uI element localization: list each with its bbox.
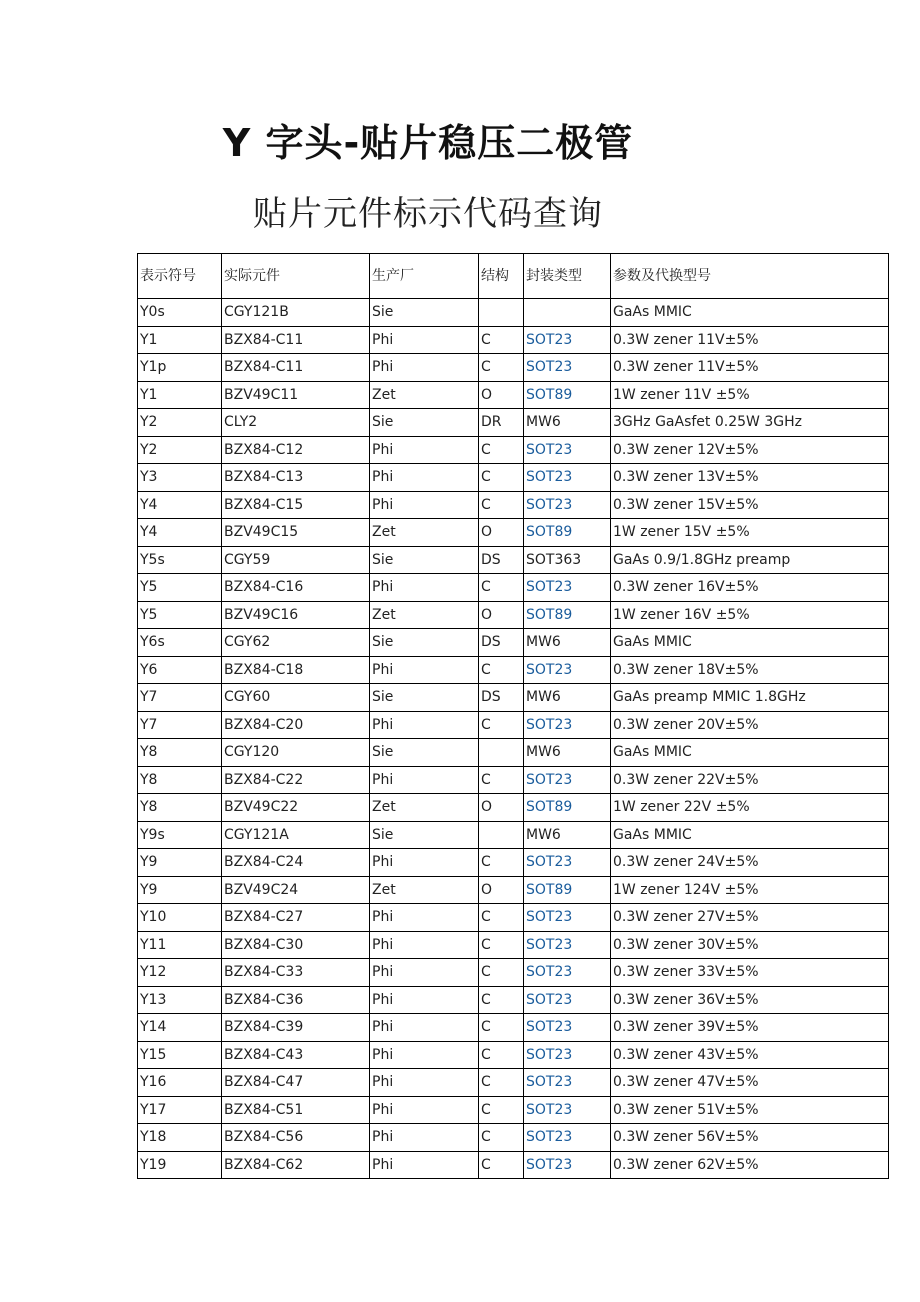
package-link[interactable]: SOT89 [526, 524, 573, 541]
cell-parameters: 3GHz GaAsfet 0.25W 3GHz [611, 409, 889, 437]
cell-structure: C [479, 1014, 524, 1042]
table-row [138, 931, 889, 959]
table-row [138, 684, 889, 712]
cell-mark: Y17 [138, 1096, 222, 1124]
table-row [138, 794, 889, 822]
cell-mark: Y9 [138, 876, 222, 904]
cell-structure [479, 299, 524, 327]
cell-parameters: 0.3W zener 39V±5% [611, 1014, 889, 1042]
cell-parameters: 0.3W zener 22V±5% [611, 766, 889, 794]
cell-structure: C [479, 1096, 524, 1124]
cell-parameters: 1W zener 11V ±5% [611, 381, 889, 409]
cell-parameters: GaAs MMIC [611, 821, 889, 849]
cell-part: BZX84-C16 [222, 574, 370, 602]
package-link[interactable]: SOT89 [526, 881, 573, 898]
cell-parameters: 0.3W zener 13V±5% [611, 464, 889, 492]
cell-package [524, 1014, 611, 1042]
cell-structure: O [479, 381, 524, 409]
cell-package [524, 464, 611, 492]
package-link[interactable]: SOT23 [526, 1156, 573, 1173]
cell-mark: Y19 [138, 1151, 222, 1179]
package-link[interactable]: SOT23 [526, 1019, 573, 1036]
header-part: 实际元件 [222, 254, 370, 299]
package-link[interactable]: SOT23 [526, 441, 573, 458]
cell-manufacturer: Phi [370, 849, 479, 877]
cell-parameters: GaAs MMIC [611, 299, 889, 327]
table-row [138, 656, 889, 684]
cell-structure: O [479, 794, 524, 822]
cell-package [524, 986, 611, 1014]
cell-mark: Y3 [138, 464, 222, 492]
package-link[interactable]: SOT23 [526, 331, 573, 348]
cell-manufacturer: Zet [370, 876, 479, 904]
cell-mark: Y6s [138, 629, 222, 657]
table-row [138, 574, 889, 602]
cell-mark: Y14 [138, 1014, 222, 1042]
cell-part: CLY2 [222, 409, 370, 437]
cell-mark: Y8 [138, 739, 222, 767]
cell-manufacturer: Sie [370, 409, 479, 437]
cell-mark: Y12 [138, 959, 222, 987]
cell-parameters: 0.3W zener 47V±5% [611, 1069, 889, 1097]
cell-structure: DR [479, 409, 524, 437]
cell-parameters: 0.3W zener 15V±5% [611, 491, 889, 519]
cell-mark: Y4 [138, 491, 222, 519]
cell-package [524, 959, 611, 987]
cell-part: BZX84-C27 [222, 904, 370, 932]
table-row [138, 1124, 889, 1152]
cell-manufacturer: Zet [370, 794, 479, 822]
table-row [138, 629, 889, 657]
cell-structure: DS [479, 546, 524, 574]
header-mark: 表示符号 [138, 254, 222, 299]
cell-parameters: 1W zener 15V ±5% [611, 519, 889, 547]
cell-parameters: 0.3W zener 11V±5% [611, 326, 889, 354]
table-row [138, 766, 889, 794]
cell-structure: C [479, 464, 524, 492]
cell-part: CGY60 [222, 684, 370, 712]
package-link[interactable]: SOT23 [526, 991, 573, 1008]
cell-part: BZX84-C24 [222, 849, 370, 877]
cell-parameters: GaAs 0.9/1.8GHz preamp [611, 546, 889, 574]
cell-structure: C [479, 656, 524, 684]
cell-manufacturer: Phi [370, 491, 479, 519]
cell-parameters: 0.3W zener 20V±5% [611, 711, 889, 739]
cell-manufacturer: Sie [370, 684, 479, 712]
cell-parameters: 0.3W zener 30V±5% [611, 931, 889, 959]
cell-mark: Y18 [138, 1124, 222, 1152]
package-link[interactable]: SOT23 [526, 964, 573, 981]
cell-package [524, 766, 611, 794]
cell-package [524, 354, 611, 382]
cell-manufacturer: Phi [370, 1151, 479, 1179]
cell-part: BZX84-C62 [222, 1151, 370, 1179]
cell-structure [479, 821, 524, 849]
cell-mark: Y10 [138, 904, 222, 932]
cell-parameters: 0.3W zener 56V±5% [611, 1124, 889, 1152]
cell-structure: O [479, 601, 524, 629]
page-subtitle: 贴片元件标示代码查询 [253, 194, 603, 234]
table-row [138, 436, 889, 464]
cell-parameters: 0.3W zener 11V±5% [611, 354, 889, 382]
cell-manufacturer: Phi [370, 766, 479, 794]
table-row [138, 821, 889, 849]
cell-mark: Y1 [138, 381, 222, 409]
package-link[interactable]: SOT23 [526, 1101, 573, 1118]
package-link[interactable]: SOT23 [526, 496, 573, 513]
page-title: Y 字头-贴片稳压二极管 [222, 121, 634, 165]
cell-part: BZX84-C36 [222, 986, 370, 1014]
cell-mark: Y9 [138, 849, 222, 877]
package-link[interactable]: SOT23 [526, 1074, 573, 1091]
cell-package [524, 794, 611, 822]
cell-parameters: 1W zener 16V ±5% [611, 601, 889, 629]
cell-structure: C [479, 849, 524, 877]
cell-structure: C [479, 1151, 524, 1179]
cell-package [524, 519, 611, 547]
cell-part: BZX84-C13 [222, 464, 370, 492]
package-link[interactable]: SOT23 [526, 661, 573, 678]
header-manufacturer: 生产厂 [370, 254, 479, 299]
cell-structure: C [479, 986, 524, 1014]
cell-parameters: 0.3W zener 36V±5% [611, 986, 889, 1014]
cell-structure: O [479, 876, 524, 904]
cell-manufacturer: Phi [370, 354, 479, 382]
table-row [138, 1014, 889, 1042]
cell-manufacturer: Phi [370, 1069, 479, 1097]
table-row [138, 409, 889, 437]
table-row [138, 1151, 889, 1179]
cell-manufacturer: Phi [370, 986, 479, 1014]
cell-manufacturer: Sie [370, 821, 479, 849]
cell-package [524, 381, 611, 409]
cell-structure: C [479, 491, 524, 519]
package-link[interactable]: SOT23 [526, 579, 573, 596]
cell-mark: Y0s [138, 299, 222, 327]
cell-part: BZV49C16 [222, 601, 370, 629]
package-link[interactable]: SOT89 [526, 606, 573, 623]
cell-mark: Y1p [138, 354, 222, 382]
cell-package [524, 876, 611, 904]
cell-part: BZX84-C30 [222, 931, 370, 959]
cell-parameters: 0.3W zener 12V±5% [611, 436, 889, 464]
cell-package: MW6 [524, 821, 611, 849]
cell-part: BZX84-C22 [222, 766, 370, 794]
cell-parameters: 0.3W zener 33V±5% [611, 959, 889, 987]
cell-package [524, 1096, 611, 1124]
cell-package [524, 1151, 611, 1179]
cell-manufacturer: Phi [370, 656, 479, 684]
cell-structure: DS [479, 684, 524, 712]
cell-package [524, 601, 611, 629]
cell-part: CGY59 [222, 546, 370, 574]
cell-mark: Y7 [138, 684, 222, 712]
cell-package [524, 326, 611, 354]
cell-structure: C [479, 326, 524, 354]
cell-mark: Y2 [138, 409, 222, 437]
cell-mark: Y13 [138, 986, 222, 1014]
cell-parameters: 0.3W zener 24V±5% [611, 849, 889, 877]
cell-parameters: GaAs preamp MMIC 1.8GHz [611, 684, 889, 712]
cell-package [524, 1124, 611, 1152]
table-row [138, 1041, 889, 1069]
package-link[interactable]: SOT89 [526, 386, 573, 403]
cell-part: BZV49C15 [222, 519, 370, 547]
cell-manufacturer: Phi [370, 464, 479, 492]
cell-manufacturer: Phi [370, 326, 479, 354]
cell-mark: Y5s [138, 546, 222, 574]
table-row [138, 876, 889, 904]
table-row [138, 601, 889, 629]
cell-mark: Y6 [138, 656, 222, 684]
cell-mark: Y5 [138, 601, 222, 629]
cell-part: BZX84-C20 [222, 711, 370, 739]
table-row [138, 354, 889, 382]
cell-package: SOT363 [524, 546, 611, 574]
cell-mark: Y11 [138, 931, 222, 959]
package-link[interactable]: SOT89 [526, 799, 573, 816]
cell-mark: Y1 [138, 326, 222, 354]
cell-manufacturer: Phi [370, 711, 479, 739]
cell-part: BZX84-C43 [222, 1041, 370, 1069]
cell-manufacturer: Zet [370, 601, 479, 629]
cell-part: BZX84-C33 [222, 959, 370, 987]
cell-package: MW6 [524, 409, 611, 437]
table-header-row [138, 254, 889, 299]
cell-manufacturer: Phi [370, 1041, 479, 1069]
cell-package: MW6 [524, 684, 611, 712]
cell-package [524, 849, 611, 877]
cell-structure: DS [479, 629, 524, 657]
cell-parameters: 1W zener 124V ±5% [611, 876, 889, 904]
cell-package [524, 931, 611, 959]
cell-mark: Y9s [138, 821, 222, 849]
cell-manufacturer: Phi [370, 1014, 479, 1042]
table-row [138, 849, 889, 877]
cell-package: MW6 [524, 739, 611, 767]
package-link[interactable]: SOT23 [526, 909, 573, 926]
cell-parameters: 0.3W zener 18V±5% [611, 656, 889, 684]
cell-package [524, 904, 611, 932]
package-link[interactable]: SOT23 [526, 1046, 573, 1063]
cell-manufacturer: Zet [370, 519, 479, 547]
cell-part: CGY121B [222, 299, 370, 327]
cell-mark: Y8 [138, 766, 222, 794]
cell-structure: C [479, 354, 524, 382]
cell-manufacturer: Phi [370, 436, 479, 464]
cell-manufacturer: Sie [370, 739, 479, 767]
table-row [138, 1069, 889, 1097]
cell-manufacturer: Sie [370, 299, 479, 327]
cell-manufacturer: Phi [370, 574, 479, 602]
cell-package [524, 491, 611, 519]
cell-structure: C [479, 711, 524, 739]
cell-manufacturer: Zet [370, 381, 479, 409]
cell-part: CGY120 [222, 739, 370, 767]
cell-manufacturer: Phi [370, 959, 479, 987]
cell-mark: Y2 [138, 436, 222, 464]
table-body [138, 299, 889, 1179]
cell-part: BZX84-C11 [222, 354, 370, 382]
cell-parameters: GaAs MMIC [611, 629, 889, 657]
cell-structure: C [479, 931, 524, 959]
cell-manufacturer: Phi [370, 1096, 479, 1124]
cell-structure: C [479, 959, 524, 987]
cell-mark: Y5 [138, 574, 222, 602]
cell-manufacturer: Phi [370, 931, 479, 959]
cell-part: BZV49C11 [222, 381, 370, 409]
package-link[interactable]: SOT23 [526, 854, 573, 871]
cell-mark: Y4 [138, 519, 222, 547]
table-row [138, 986, 889, 1014]
cell-mark: Y8 [138, 794, 222, 822]
cell-structure [479, 739, 524, 767]
table-row [138, 739, 889, 767]
cell-structure: C [479, 1069, 524, 1097]
cell-manufacturer: Sie [370, 629, 479, 657]
cell-part: BZX84-C11 [222, 326, 370, 354]
cell-structure: O [479, 519, 524, 547]
package-link[interactable]: SOT23 [526, 716, 573, 733]
table-row [138, 1096, 889, 1124]
table-row [138, 491, 889, 519]
package-link[interactable]: SOT23 [526, 936, 573, 953]
cell-structure: C [479, 766, 524, 794]
cell-package [524, 1041, 611, 1069]
header-package: 封装类型 [524, 254, 611, 299]
cell-manufacturer: Phi [370, 1124, 479, 1152]
cell-parameters: 0.3W zener 27V±5% [611, 904, 889, 932]
cell-mark: Y7 [138, 711, 222, 739]
cell-structure: C [479, 436, 524, 464]
cell-parameters: 1W zener 22V ±5% [611, 794, 889, 822]
table-row [138, 299, 889, 327]
cell-part: BZX84-C47 [222, 1069, 370, 1097]
table-row [138, 381, 889, 409]
table-row [138, 464, 889, 492]
header-structure: 结构 [479, 254, 524, 299]
cell-package [524, 1069, 611, 1097]
cell-structure: C [479, 904, 524, 932]
cell-part: BZX84-C39 [222, 1014, 370, 1042]
cell-parameters: 0.3W zener 16V±5% [611, 574, 889, 602]
cell-structure: C [479, 1124, 524, 1152]
cell-part: BZX84-C51 [222, 1096, 370, 1124]
cell-parameters: 0.3W zener 43V±5% [611, 1041, 889, 1069]
cell-part: BZV49C22 [222, 794, 370, 822]
cell-package [524, 299, 611, 327]
cell-package [524, 436, 611, 464]
cell-mark: Y16 [138, 1069, 222, 1097]
table-row [138, 959, 889, 987]
table-row [138, 711, 889, 739]
cell-manufacturer: Phi [370, 904, 479, 932]
table-row [138, 904, 889, 932]
table-row [138, 546, 889, 574]
cell-part: CGY121A [222, 821, 370, 849]
cell-part: BZX84-C15 [222, 491, 370, 519]
cell-mark: Y15 [138, 1041, 222, 1069]
cell-part: BZX84-C12 [222, 436, 370, 464]
header-parameters: 参数及代换型号 [611, 254, 889, 299]
cell-part: BZX84-C18 [222, 656, 370, 684]
cell-manufacturer: Sie [370, 546, 479, 574]
cell-parameters: 0.3W zener 62V±5% [611, 1151, 889, 1179]
package-link[interactable]: SOT23 [526, 469, 573, 486]
package-link[interactable]: SOT23 [526, 771, 573, 788]
table-row [138, 519, 889, 547]
component-code-table [137, 253, 889, 1179]
cell-part: CGY62 [222, 629, 370, 657]
cell-parameters: GaAs MMIC [611, 739, 889, 767]
cell-package [524, 711, 611, 739]
cell-package [524, 574, 611, 602]
cell-structure: C [479, 1041, 524, 1069]
package-link[interactable]: SOT23 [526, 1129, 573, 1146]
cell-package [524, 656, 611, 684]
table-row [138, 326, 889, 354]
cell-part: BZX84-C56 [222, 1124, 370, 1152]
cell-package: MW6 [524, 629, 611, 657]
package-link[interactable]: SOT23 [526, 359, 573, 376]
cell-structure: C [479, 574, 524, 602]
cell-part: BZV49C24 [222, 876, 370, 904]
cell-parameters: 0.3W zener 51V±5% [611, 1096, 889, 1124]
